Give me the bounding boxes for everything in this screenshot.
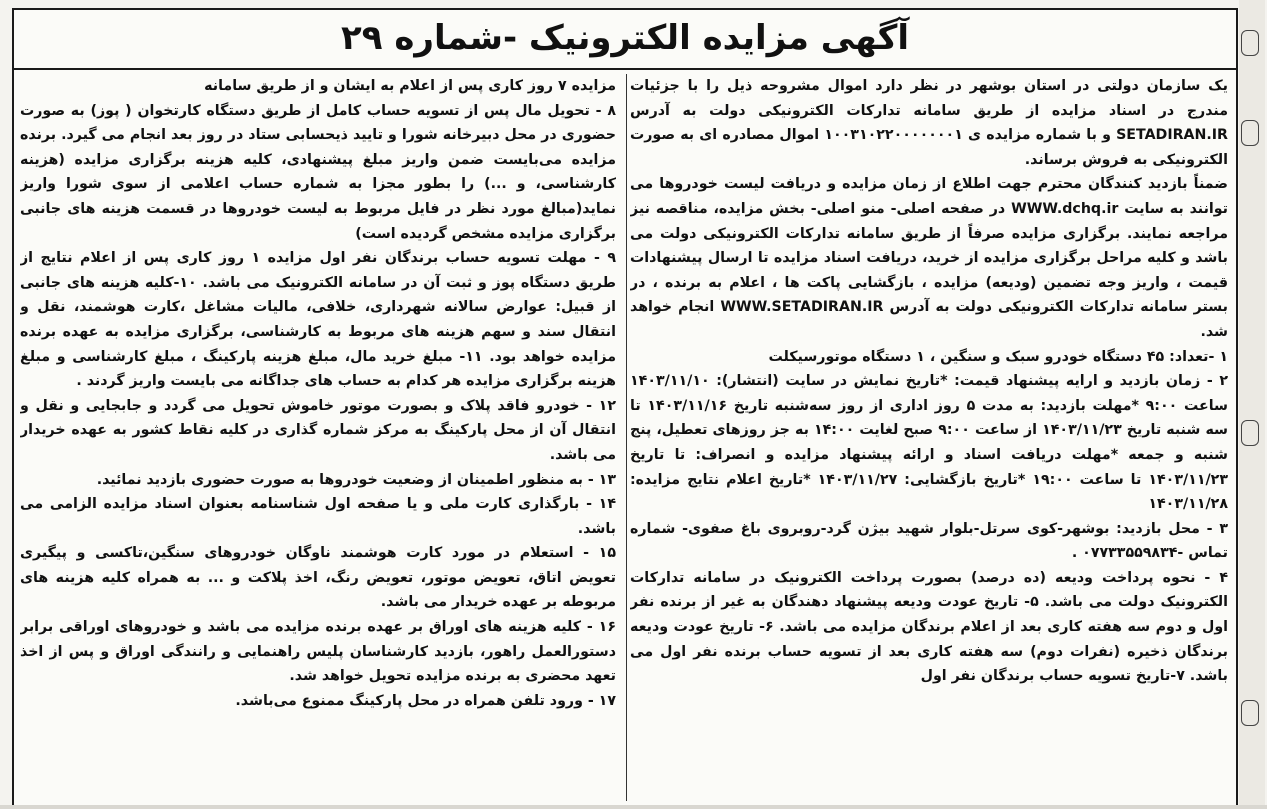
item-12-plates: ۱۲ - خودرو فاقد پلاک و بصورت موتور خاموش تحویل می گردد و جابجایی و نقل و انتقال آن از محل پارکینگ به مرکز شماره گذاری در کلیه نقاط کشور به عهده خریدار می باشد. xyxy=(20,397,616,463)
visitors-paragraph: ضمناً بازدید کنندگان محترم جهت اطلاع از زمان مزایده و دریافت لیست خودروها می توانند به سایت WWW.dchq.ir در صفحه اصلی- منو اصلی- بخش مزایده، مناقصه نیز مراجعه نمایند. برگزاری مزایده صرفاً از طریق سامانه تدارکات الکترونیکی دولت می باشد و کلیه مراحل برگزاری مزایده از خرید، دریافت اسناد مزایده تا ارسال پیشنهادات قیمت ، واریز وجه تضمین (ودیعه) مزایده ، بازگشایی پاکت ها ، اعلام به برنده ، در بستر سامانه تدارکات الکترونیکی دولت به آدرس WWW.SETADIRAN.IR انجام خواهد شد. xyxy=(630,176,1228,340)
item-4-7-deposit: ۴ - نحوه پرداخت ودیعه (ده درصد) بصورت پرداخت الکترونیک در سامانه تدارکات الکترونیک دولت می باشد. ۵- تاریخ عودت ودیعه پیشنهاد دهندگان به غیر از برنده نفر اول و دوم سه هفته کاری بعد از اعلام برندگان مزایده می باشد. ۶- تاریخ عودت ودیعه برندگان ذخیره (نفرات دوم) سه هفته کاری بعد از تسویه حساب برنده نفر اول می باشد. ۷-تاریخ تسویه حساب برندگان نفر اول xyxy=(630,569,1228,685)
column-divider xyxy=(626,74,627,801)
binding-hole-mark xyxy=(1241,700,1259,726)
scan-right-edge xyxy=(1239,0,1265,809)
scan-bottom-edge xyxy=(0,805,1267,809)
intro-paragraph: یک سازمان دولتی در استان بوشهر در نظر دارد اموال مشروحه ذیل را با جزئیات مندرج در اسناد مزایده از طریق سامانه تدارکات الکترونیکی دولت به آدرس SETADIRAN.IR و با شماره مزایده ی ۱۰۰۳۱۰۲۲۰۰۰۰۰۰۰۱ اموال مصادره ای به صورت الکترونیکی به فروش برساند. xyxy=(630,78,1228,168)
binding-hole-mark xyxy=(1241,420,1259,446)
item-3-location: ۳ - محل بازدید: بوشهر-کوی سرتل-بلوار شهید بیژن گرد-روبروی باغ صفوی- شماره تماس -۰۷۷۳۳۵۵۹۸۳۴ . xyxy=(630,520,1228,562)
item-14-id-upload: ۱۴ - بارگذاری کارت ملی و یا صفحه اول شناسنامه بعنوان اسناد مزایده الزامی می باشد. xyxy=(20,496,616,537)
item-16-scrap: ۱۶ - کلیه هزینه های اوراق بر عهده برنده مزایده می باشد و خودروهای اوراقی برابر دستورالعمل راهور، بازدید کارشناسان پلیس راهنمایی و رانندگی اوراق و پس از اخذ تعهد محضری به برنده مزایده تحویل خواهد شد. xyxy=(20,619,616,685)
item-15-inquiry: ۱۵ - استعلام در مورد کارت هوشمند ناوگان خودروهای سنگین،تاکسی و پیگیری تعویض اتاق، تعویض موتور، تعویض رنگ، اخذ پلاکت و ... به همراه کلیه هزینه های مربوطه بر عهده خریدار می باشد. xyxy=(20,545,616,611)
item-7-continued: مزایده ۷ روز کاری پس از اعلام به ایشان و از طریق سامانه xyxy=(204,78,616,94)
item-2-schedule: ۲ - زمان بازدید و ارایه پیشنهاد قیمت: *تاریخ نمایش در سایت (انتشار): ۱۴۰۳/۱۱/۱۰ ساعت ۹:۰۰ *مهلت بازدید: به مدت ۵ روز اداری از روز سه‌شنبه تاریخ ۱۴۰۳/۱۱/۱۶ تا سه شنبه تاریخ ۱۴۰۳/۱۱/۲۳ از ساعت ۹:۰۰ صبح لغایت ۱۴:۰۰ به جز روزهای تعطیل، پنج شنبه و جمعه *مهلت دریافت اسناد و ارائه پیشنهاد مزایده و انصراف: تا تاریخ ۱۴۰۳/۱۱/۲۳ تا ساعت ۱۹:۰۰ *تاریخ بازگشایی: ۱۴۰۳/۱۱/۲۷ *تاریخ اعلام نتایج مزایده: ۱۴۰۳/۱۱/۲۸ xyxy=(630,373,1228,513)
advertisement-frame xyxy=(12,8,1238,807)
ad-title: آگهی مزایده الکترونیک -شماره ۲۹ xyxy=(340,18,910,58)
item-17-phones: ۱۷ - ورود تلفن همراه در محل پارکینگ ممنوع می‌باشد. xyxy=(235,692,616,709)
item-13-inspection: ۱۳ - به منظور اطمینان از وضعیت خودروها به صورت حضوری بازدید نمائید. xyxy=(96,471,616,488)
right-column xyxy=(630,74,1228,801)
binding-hole-mark xyxy=(1241,120,1259,146)
item-1-count: ۱ -تعداد: ۴۵ دستگاه خودرو سبک و سنگین ، ۱ دستگاه موتورسیکلت xyxy=(768,348,1228,365)
binding-hole-mark xyxy=(1241,30,1259,56)
item-9-11-costs: ۹ - مهلت تسویه حساب برندگان نفر اول مزایده ۱ روز کاری پس از اعلام نتایج از طریق دستگاه پوز و ثبت آن در سامانه الکترونیک می باشد. ۱۰-کلیه هزینه های جانبی از قبیل: عوارض سالانه شهرداری، خلافی، مالیات مشاغل ،کارت هوشمند، نقل و انتقال سند و سهم هزینه های مربوط به کارشناسی، برگزاری مزایده به عهده برنده مزایده خواهد بود. ۱۱- مبلغ خرید مال، مبلغ هزینه پارکینگ ، مبلغ کارشناسی و مبلغ هزینه برگزاری مزایده هر کدام به حساب های جداگانه می بایست واریز گردند . xyxy=(20,250,616,390)
title-divider xyxy=(14,68,1236,70)
item-8-delivery: ۸ - تحویل مال پس از تسویه حساب کامل از طریق دستگاه کارتخوان ( پوز) به صورت حضوری در محل دبیرخانه شورا و تایید ذیحسابی ستاد در روز بعد انجام می گیرد. برنده مزایده می‌بایست ضمن واریز مبلغ پیشنهادی، کلیه هزینه برگزاری مزایده (هزینه کارشناسی، و ...) را بطور مجزا به شماره حساب اعلامی از سوی شورا واریز نماید(مبالغ مورد نظر در فایل مربوط به لیست خودروها در قسمت هزینه های جانبی برگزاری مزایده مشخص گردیده است) xyxy=(20,102,616,242)
left-column xyxy=(20,74,616,801)
